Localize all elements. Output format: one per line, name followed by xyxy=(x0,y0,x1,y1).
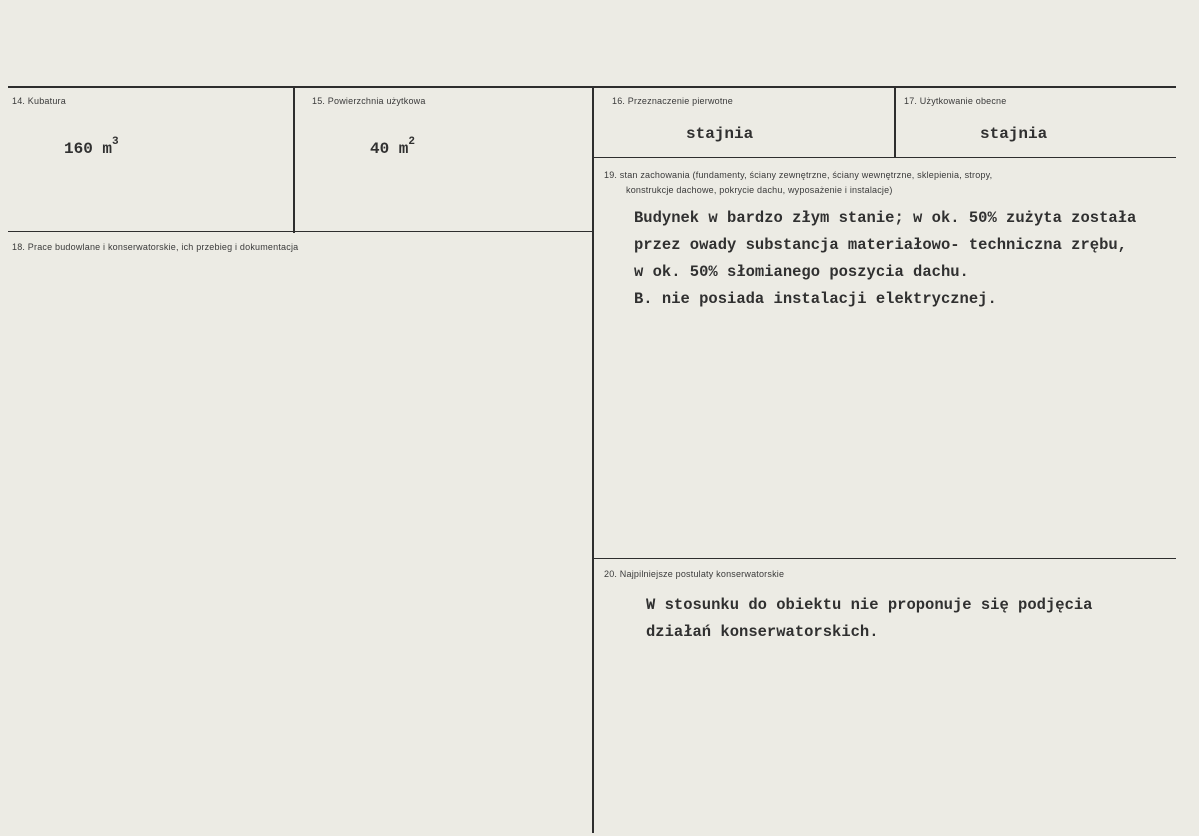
stan-line-1: Budynek w bardzo złym stanie; w ok. 50% zużyta została xyxy=(634,209,1137,227)
postulaty-label: 20. Najpilniejsze postulaty konserwatorskie xyxy=(604,569,785,579)
divider-col2-main xyxy=(592,88,594,833)
stan-text xyxy=(634,205,1136,313)
kubatura-exponent: 3 xyxy=(112,136,119,148)
uzytkowanie-label: 17. Użytkowanie obecne xyxy=(904,96,1007,106)
postulaty-line-2: działań konserwatorskich. xyxy=(646,623,879,641)
stan-line-2: przez owady substancja materiałowo- techniczna zrębu, xyxy=(634,236,1127,254)
row-divider-left xyxy=(8,231,592,232)
postulaty-line-1: W stosunku do obiektu nie proponuje się podjęcia xyxy=(646,596,1093,614)
stan-line-4: B. nie posiada instalacji elektrycznej. xyxy=(634,290,997,308)
stan-line-3: w ok. 50% słomianego poszycia dachu. xyxy=(634,263,969,281)
stan-label-line2: konstrukcje dachowe, pokrycie dachu, wyposażenie i instalacje) xyxy=(626,185,893,195)
row-divider-right-top xyxy=(594,157,1176,158)
kubatura-value xyxy=(64,136,119,158)
powierzchnia-number: 40 m xyxy=(370,140,409,158)
divider-col1 xyxy=(293,88,295,233)
kubatura-number: 160 m xyxy=(64,140,113,158)
divider-col3 xyxy=(894,88,896,158)
kubatura-label: 14. Kubatura xyxy=(12,96,66,106)
stan-label-line1: 19. stan zachowania (fundamenty, ściany zewnętrzne, ściany wewnętrzne, sklepienia, stropy, xyxy=(604,170,993,180)
prace-label: 18. Prace budowlane i konserwatorskie, ich przebieg i dokumentacja xyxy=(12,242,299,252)
powierzchnia-exponent: 2 xyxy=(408,136,416,148)
powierzchnia-label: 15. Powierzchnia użytkowa xyxy=(312,96,426,106)
uzytkowanie-value: stajnia xyxy=(980,125,1048,143)
przeznaczenie-value: stajnia xyxy=(686,125,754,143)
postulaty-text xyxy=(646,592,1092,646)
powierzchnia-value xyxy=(370,136,416,158)
przeznaczenie-label: 16. Przeznaczenie pierwotne xyxy=(612,96,733,106)
row-divider-right-bottom xyxy=(594,558,1176,559)
